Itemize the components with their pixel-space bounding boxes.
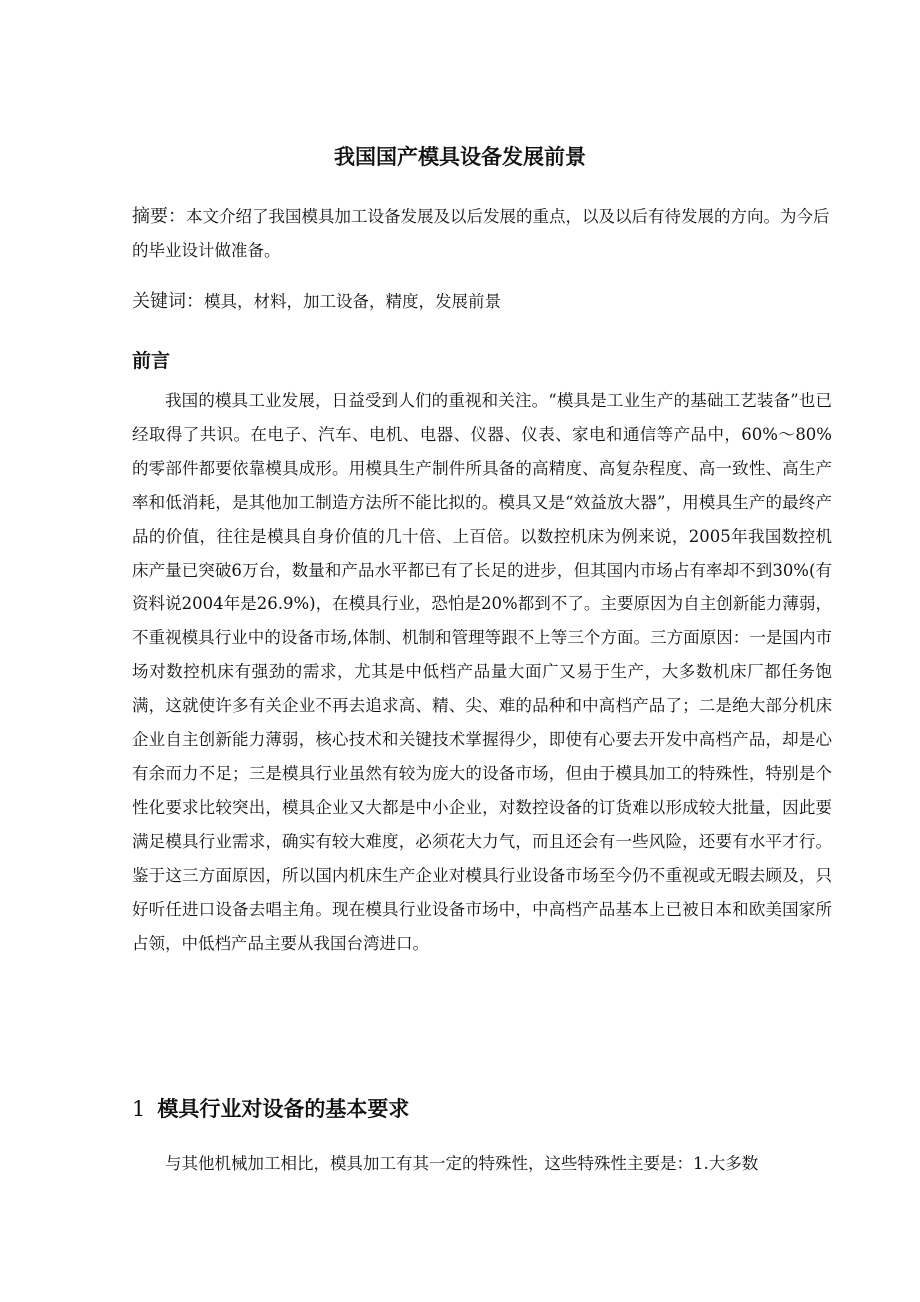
abstract-text: 本文介绍了我国模具加工设备发展及以后发展的重点，以及以后有待发展的方向。为今后的毕业设计做准备。 — [132, 207, 830, 260]
abstract-label: 摘要： — [132, 206, 186, 227]
keywords-text: 模具，材料，加工设备，精度，发展前景 — [204, 292, 501, 311]
preface-heading: 前言 — [132, 350, 171, 372]
section-1-paragraph: 与其他机械加工相比，模具加工有其一定的特殊性，这些特殊性主要是：1.大多数 — [165, 1154, 759, 1173]
section-1-heading — [132, 1094, 409, 1124]
section-1-title: 模具行业对设备的基本要求 — [157, 1097, 410, 1121]
abstract — [132, 200, 832, 268]
preface-paragraph: 我国的模具工业发展，日益受到人们的重视和关注。“模具是工业生产的基础工艺装备”也已经取得了共识。在电子、汽车、电机、电器、仪器、仪表、家电和通信等产品中，60%～80%的零部件都要依靠模具成形。用模具生产制件所具备的高精度、高复杂程度、高一致性、高生产率和低消耗，是其他加工制造方法所不能比拟的。模具又是“效益放大器”，用模具生产的最终产品的价值，往往是模具自身价值的几十倍、上百倍。以数控机床为例来说，2005年我国数控机床产量已突破6万台，数量和产品水平都已有了长足的进步，但其国内市场占有率却不到30%(有资料说2004年是26.9%)，在模具行业，恐怕是20%都到不了。主要原因为自主创新能力薄弱，不重视模具行业中的设备市场,体制、机制和管理等跟不上等三个方面。三方面原因：一是国内市场对数控机床有强劲的需求，尤其是中低档产品量大面广又易于生产，大多数机床厂都任务饱满，这就使许多有关企业不再去追求高、精、尖、难的品种和中高档产品了；二是绝大部分机床企业自主创新能力薄弱，核心技术和关键技术掌握得少，即使有心要去开发中高档产品，却是心有余而力不足；三是模具行业虽然有较为庞大的设备市场，但由于模具加工的特殊性，特别是个性化要求比较突出，模具企业又大都是中小企业，对数控设备的订货难以形成较大批量，因此要满足模具行业需求，确实有较大难度，必须花大力气，而且还会有一些风险，还要有水平才行。鉴于这三方面原因，所以国内机床生产企业对模具行业设备市场至今仍不重视或无暇去顾及，只好听任进口设备去唱主角。现在模具行业设备市场中，中高档产品基本上已被日本和欧美国家所占领，中低档产品主要从我国台湾进口。 — [132, 391, 832, 953]
keywords-label: 关键词： — [132, 291, 204, 312]
section-1-number: 1 — [132, 1097, 146, 1121]
document-title: 我国国产模具设备发展前景 — [334, 145, 586, 169]
keywords — [132, 287, 832, 317]
